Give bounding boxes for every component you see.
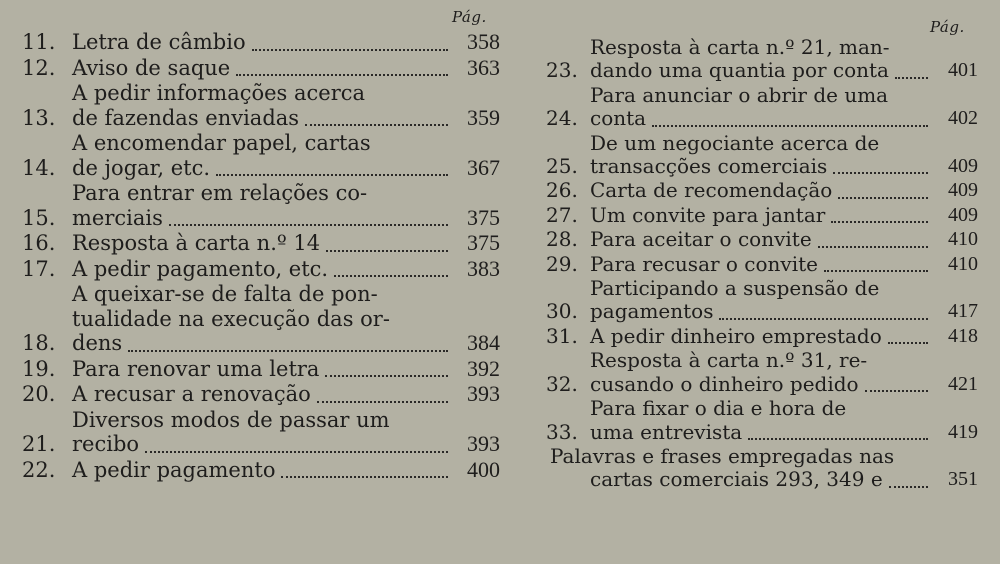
entry-number: 28. [546, 227, 578, 252]
dot-leader [833, 172, 928, 174]
page-number: 409 [948, 179, 978, 202]
entry-title-text: uma entrevista [590, 419, 743, 444]
page-number: 363 [467, 54, 500, 80]
entry-title-last-line [590, 253, 978, 276]
entry-title [72, 257, 500, 282]
entry-number: 17. [22, 256, 56, 281]
entry-title-last-line [72, 357, 500, 382]
dot-leader [818, 246, 928, 248]
entry-title-last-line [72, 206, 500, 231]
toc-entry [546, 179, 978, 202]
page-number: 409 [948, 155, 978, 178]
dot-leader [236, 74, 448, 76]
page-number: 410 [948, 252, 978, 275]
toc-entry [546, 253, 978, 276]
entry-title-line: Resposta à carta n.º 31, re- [590, 348, 868, 373]
entry-number: 21. [22, 432, 56, 456]
entry-title [72, 181, 500, 230]
toc-entry [546, 445, 978, 492]
entry-title-line: Para anunciar o abrir de uma [590, 82, 889, 107]
entry-title-text: cartas comerciais 293, 349 e [590, 467, 883, 492]
toc-entry [546, 132, 978, 179]
entry-title [590, 132, 978, 179]
entry-title-last-line [590, 59, 978, 82]
entry-title-text: A pedir pagamento [72, 457, 276, 482]
dot-leader [895, 77, 928, 79]
entry-number: 16. [22, 231, 56, 255]
toc-list [22, 30, 500, 483]
entry-number: 13. [22, 105, 56, 130]
page-number: 392 [467, 355, 500, 381]
toc-entry [22, 30, 500, 55]
entry-title-line: A pedir informações acerca [72, 81, 366, 105]
page-number: 351 [948, 468, 978, 491]
entry-number: 25. [546, 154, 578, 179]
entry-title-line: tualidade na execução das or- [72, 306, 390, 331]
entry-title-text: Letra de câmbio [72, 30, 246, 54]
toc-entry [22, 458, 500, 483]
entry-number: 15. [22, 205, 56, 230]
dot-leader [326, 250, 448, 252]
entry-title-text: cusando o dinheiro pedido [590, 371, 859, 396]
entry-title [72, 231, 500, 256]
toc-entry [546, 325, 978, 348]
entry-number: 19. [22, 356, 56, 381]
entry-title-last-line [72, 458, 500, 483]
entry-number: 18. [22, 331, 56, 355]
page-number: 358 [467, 29, 500, 54]
entry-title-text: Carta de recomendação [590, 178, 833, 203]
entry-title [590, 36, 978, 83]
dot-leader [128, 350, 448, 352]
dot-leader [216, 174, 448, 176]
toc-entry [546, 397, 978, 444]
entry-title [72, 131, 500, 180]
entry-title-text: conta [590, 106, 647, 131]
entry-title-text: transacções comerciais [590, 154, 828, 179]
dot-leader [838, 197, 928, 199]
entry-title-text: A pedir dinheiro emprestado [590, 323, 882, 348]
entry-title-text: A pedir pagamento, etc. [72, 256, 329, 281]
entry-title-last-line [72, 231, 500, 256]
entry-title [590, 204, 978, 227]
dot-leader [305, 124, 448, 126]
page-number: 401 [948, 59, 978, 82]
toc-entry [546, 36, 978, 83]
toc-entry [546, 277, 978, 324]
toc-entry [22, 231, 500, 256]
entry-title-line: Palavras e frases empregadas nas [550, 443, 895, 468]
entry-title-last-line [590, 228, 978, 251]
dot-leader [748, 438, 928, 440]
entry-title-text: Resposta à carta n.º 14 [72, 231, 321, 255]
entry-title-last-line [590, 373, 978, 396]
dot-leader [334, 275, 448, 277]
page-number: 417 [948, 300, 978, 323]
entry-title-last-line [72, 432, 500, 457]
entry-title-last-line [590, 179, 978, 202]
dot-leader [652, 125, 928, 127]
entry-title [72, 81, 500, 130]
dot-leader [145, 451, 448, 453]
toc-entry [22, 131, 500, 180]
entry-number: 27. [546, 202, 578, 227]
toc-entry [546, 349, 978, 396]
entry-number: 24. [546, 106, 578, 131]
entry-number: 32. [546, 371, 578, 396]
entry-title-last-line [72, 382, 500, 407]
entry-title [72, 382, 500, 407]
entry-title [590, 349, 978, 396]
dot-leader [889, 486, 928, 488]
toc-entry [22, 282, 500, 356]
entry-number: 11. [22, 30, 56, 54]
page-number: 419 [948, 420, 978, 443]
entry-title-text: Para renovar uma letra [72, 356, 320, 381]
entry-title [72, 56, 500, 81]
entry-title [590, 84, 978, 131]
entry-title-last-line [590, 421, 978, 444]
page-number: 375 [467, 230, 500, 255]
entry-number: 20. [22, 382, 56, 406]
entry-title-text: merciais [72, 205, 163, 230]
page-column-header: Pág. [930, 18, 965, 36]
entry-number: 29. [546, 251, 578, 276]
page-number: 421 [948, 372, 978, 395]
entry-title-last-line [590, 325, 978, 348]
entry-title-last-line [72, 257, 500, 282]
entry-title-line: A encomendar papel, cartas [72, 131, 371, 155]
entry-title-last-line [72, 106, 500, 131]
entry-title-last-line [590, 204, 978, 227]
page-number: 383 [467, 255, 500, 281]
toc-entry [22, 56, 500, 81]
toc-entry [546, 228, 978, 251]
entry-title-text: recibo [72, 432, 140, 456]
entry-title [72, 458, 500, 483]
entry-title-last-line [72, 56, 500, 81]
entry-title [590, 179, 978, 202]
entry-title-text: de jogar, etc. [72, 155, 211, 180]
entry-title-line: Para fixar o dia e hora de [590, 396, 847, 421]
entry-title-line: Resposta à carta n.º 21, man- [590, 35, 890, 59]
entry-title [590, 397, 978, 444]
dot-leader [824, 270, 928, 272]
entry-title-last-line [590, 107, 978, 130]
entry-title [72, 30, 500, 55]
entry-number: 14. [22, 155, 56, 180]
toc-list [546, 36, 978, 493]
entry-title [72, 408, 500, 457]
entry-title-last-line [72, 30, 500, 55]
toc-entry [546, 84, 978, 131]
dot-leader [317, 401, 448, 403]
dot-leader [865, 390, 928, 392]
entry-title-last-line [72, 156, 500, 181]
page-number: 375 [467, 204, 500, 230]
entry-title-text: Para recusar o convite [590, 251, 818, 276]
entry-title-last-line [72, 331, 500, 356]
entry-number: 33. [546, 419, 578, 444]
entry-title [546, 445, 978, 492]
dot-leader [719, 318, 928, 320]
entry-title [590, 228, 978, 251]
entry-title [590, 325, 978, 348]
entry-title-line: Para entrar em relações co- [72, 181, 368, 205]
entry-title [590, 277, 978, 324]
page-number: 384 [467, 330, 500, 355]
entry-title-last-line [590, 300, 978, 323]
toc-entry [546, 204, 978, 227]
dot-leader [169, 224, 448, 226]
entry-title-last-line [550, 468, 978, 491]
page-number: 400 [467, 456, 500, 482]
entry-number: 26. [546, 178, 578, 203]
toc-entry [22, 181, 500, 230]
page-number: 402 [948, 107, 978, 130]
entry-title [72, 282, 500, 356]
dot-leader [831, 221, 928, 223]
entry-title-line: Participando a suspensão de [590, 276, 880, 301]
entry-title-line: A queixar-se de falta de pon- [72, 282, 378, 306]
entry-title-text: Aviso de saque [72, 55, 231, 80]
entry-title-last-line [590, 155, 978, 178]
entry-number: 22. [22, 457, 56, 482]
dot-leader [252, 49, 448, 51]
page-number: 410 [948, 228, 978, 251]
entry-title-text: Um convite para jantar [590, 202, 826, 227]
page-number: 393 [467, 431, 500, 456]
entry-title [72, 357, 500, 382]
page-number: 409 [948, 203, 978, 226]
dot-leader [888, 342, 928, 344]
entry-title-text: dens [72, 331, 123, 355]
entry-number: 23. [546, 58, 578, 83]
toc-entry [22, 382, 500, 407]
page-number: 359 [467, 104, 500, 130]
entry-title [590, 253, 978, 276]
toc-entry [22, 257, 500, 282]
entry-title-text: Para aceitar o convite [590, 227, 812, 252]
toc-entry [22, 357, 500, 382]
dot-leader [325, 375, 448, 377]
page-number: 393 [467, 381, 500, 406]
toc-entry [22, 81, 500, 130]
entry-number: 12. [22, 55, 56, 80]
toc-entry [22, 408, 500, 457]
entry-number: 30. [546, 299, 578, 324]
entry-title-text: de fazendas enviadas [72, 105, 300, 130]
entry-title-text: pagamentos [590, 299, 714, 324]
entry-title-line: Diversos modos de passar um [72, 407, 390, 432]
dot-leader [281, 476, 448, 478]
page-number: 367 [467, 154, 500, 180]
entry-title-line: De um negociante acerca de [590, 130, 880, 155]
entry-title-text: A recusar a renovação [72, 382, 311, 406]
entry-number: 31. [546, 323, 578, 348]
page-column-header: Pág. [452, 8, 487, 26]
page-number: 418 [948, 324, 978, 347]
entry-title-text: dando uma quantia por conta [590, 58, 889, 83]
